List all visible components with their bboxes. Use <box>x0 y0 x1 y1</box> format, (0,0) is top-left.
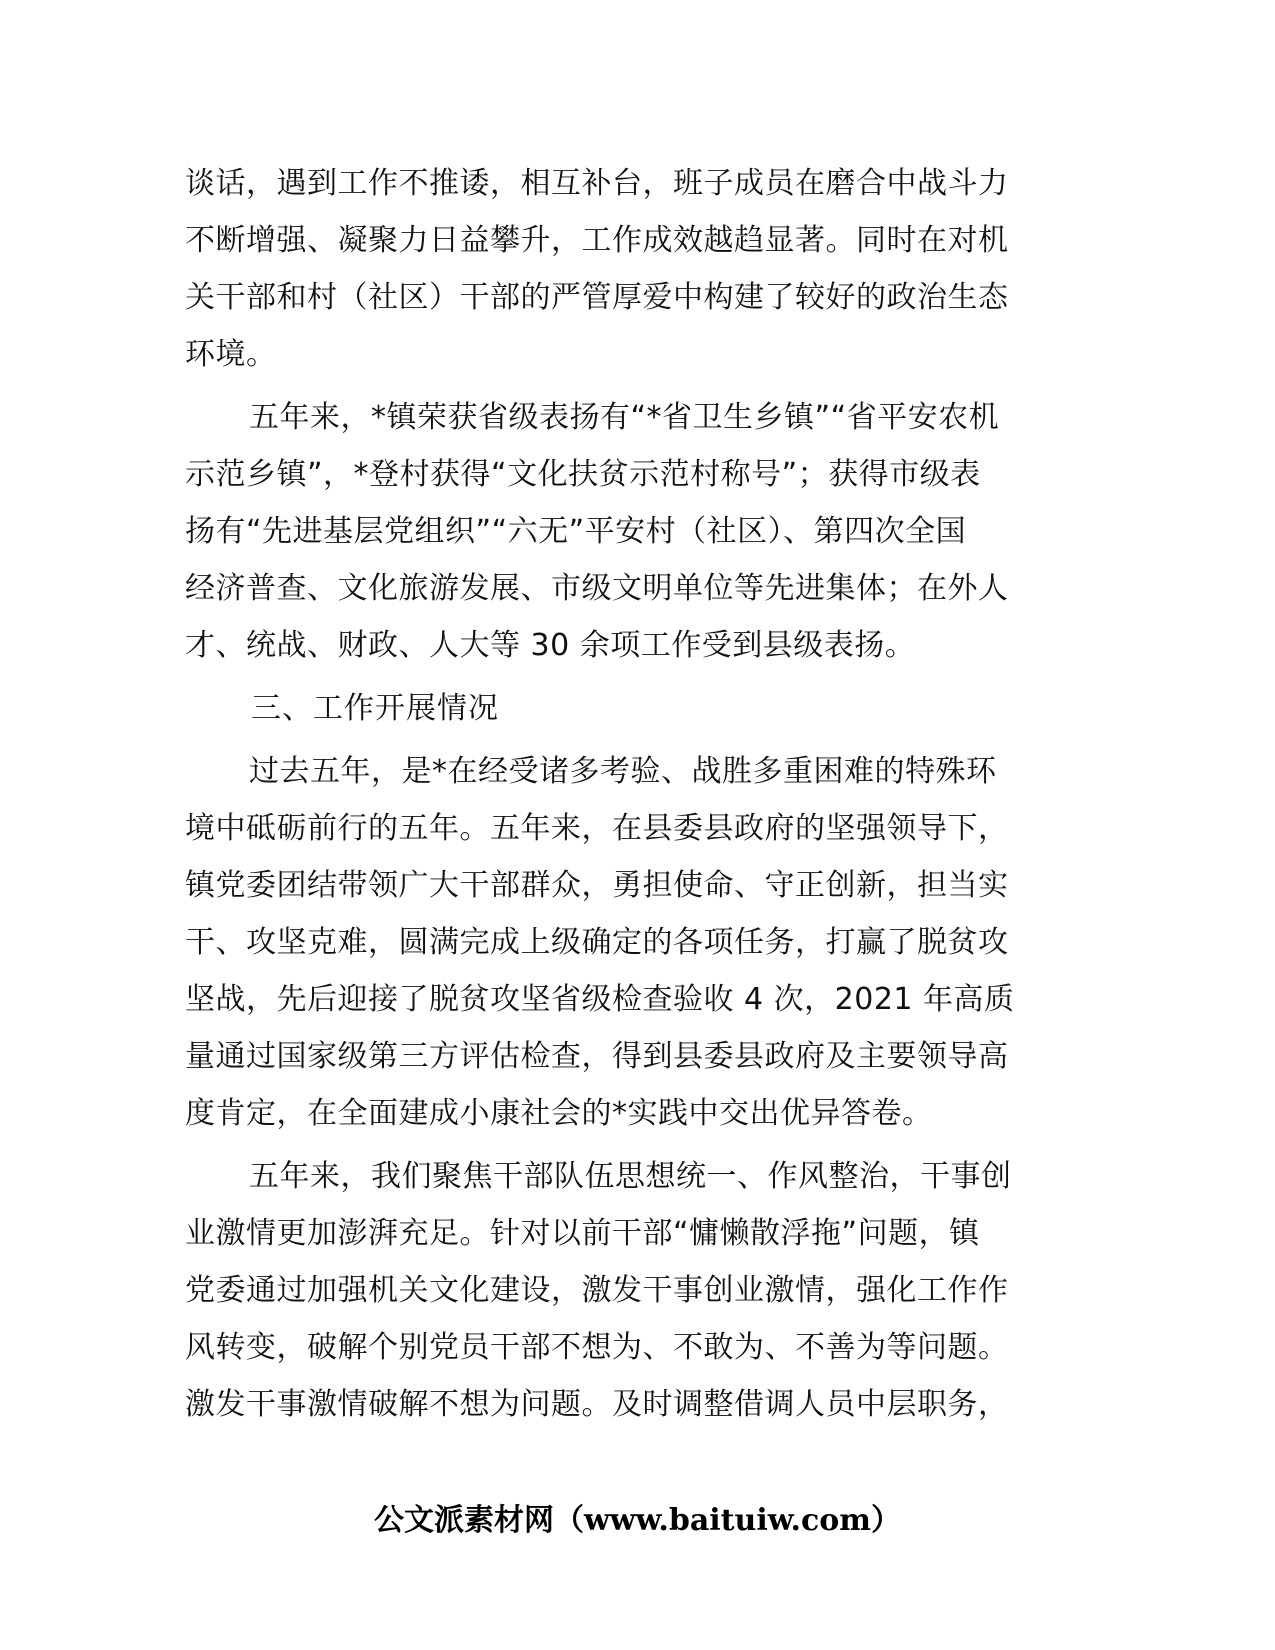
paragraph-2 <box>185 389 1090 674</box>
text-line: 五年来，*镇荣获省级表扬有“*省卫生乡镇”“省平安农机 <box>249 400 1000 435</box>
text-line: 镇党委团结带领广大干部群众，勇担使命、守正创新，担当实 <box>185 868 1009 903</box>
text-line: 才、统战、财政、人大等 30 余项工作受到县级表扬。 <box>185 628 916 663</box>
text-line: 风转变，破解个别党员干部不想为、不敢为、不善为等问题。 <box>185 1330 1009 1365</box>
text-line: 过去五年，是*在经受诸多考验、战胜多重困难的特殊环 <box>249 754 997 789</box>
text-line: 激发干事激情破解不想为问题。及时调整借调人员中层职务， <box>185 1387 1009 1422</box>
document-body <box>185 155 1090 1433</box>
text-line: 五年来，我们聚焦干部队伍思想统一、作风整治，干事创 <box>249 1159 1012 1194</box>
footer-watermark: 公文派素材网（www.baituiw.com） <box>373 1503 902 1538</box>
text-line: 示范乡镇”，*登村获得“文化扶贫示范村称号”；获得市级表 <box>185 457 981 492</box>
paragraph-3 <box>185 743 1090 1142</box>
text-line: 度肯定，在全面建成小康社会的*实践中交出优异答卷。 <box>185 1096 933 1131</box>
text-line: 量通过国家级第三方评估检查，得到县委县政府及主要领导高 <box>185 1039 1009 1074</box>
text-line: 境中砥砺前行的五年。五年来，在县委县政府的坚强领导下， <box>185 811 1009 846</box>
text-line: 坚战，先后迎接了脱贫攻坚省级检查验收 4 次，2021 年高质 <box>185 982 1015 1017</box>
text-line: 关干部和村（社区）干部的严管厚爱中构建了较好的政治生态 <box>185 280 1009 315</box>
text-line: 不断增强、凝聚力日益攀升，工作成效越趋显著。同时在对机 <box>185 223 1009 258</box>
section-heading: 三、工作开展情况 <box>251 691 499 726</box>
text-line: 经济普查、文化旅游发展、市级文明单位等先进集体；在外人 <box>185 571 1009 606</box>
text-line: 党委通过加强机关文化建设，激发干事创业激情，强化工作作 <box>185 1273 1009 1308</box>
text-line: 业激情更加澎湃充足。针对以前干部“慵懒散浮拖”问题，镇 <box>185 1216 980 1251</box>
text-line: 干、攻坚克难，圆满完成上级确定的各项任务，打赢了脱贫攻 <box>185 925 1009 960</box>
paragraph-4 <box>185 1148 1090 1433</box>
text-line: 谈话，遇到工作不推诿，相互补台，班子成员在磨合中战斗力 <box>185 166 1009 201</box>
text-line: 扬有“先进基层党组织”“六无”平安村（社区）、第四次全国 <box>185 514 967 549</box>
paragraph-1 <box>185 155 1090 383</box>
text-line: 环境。 <box>185 337 277 372</box>
